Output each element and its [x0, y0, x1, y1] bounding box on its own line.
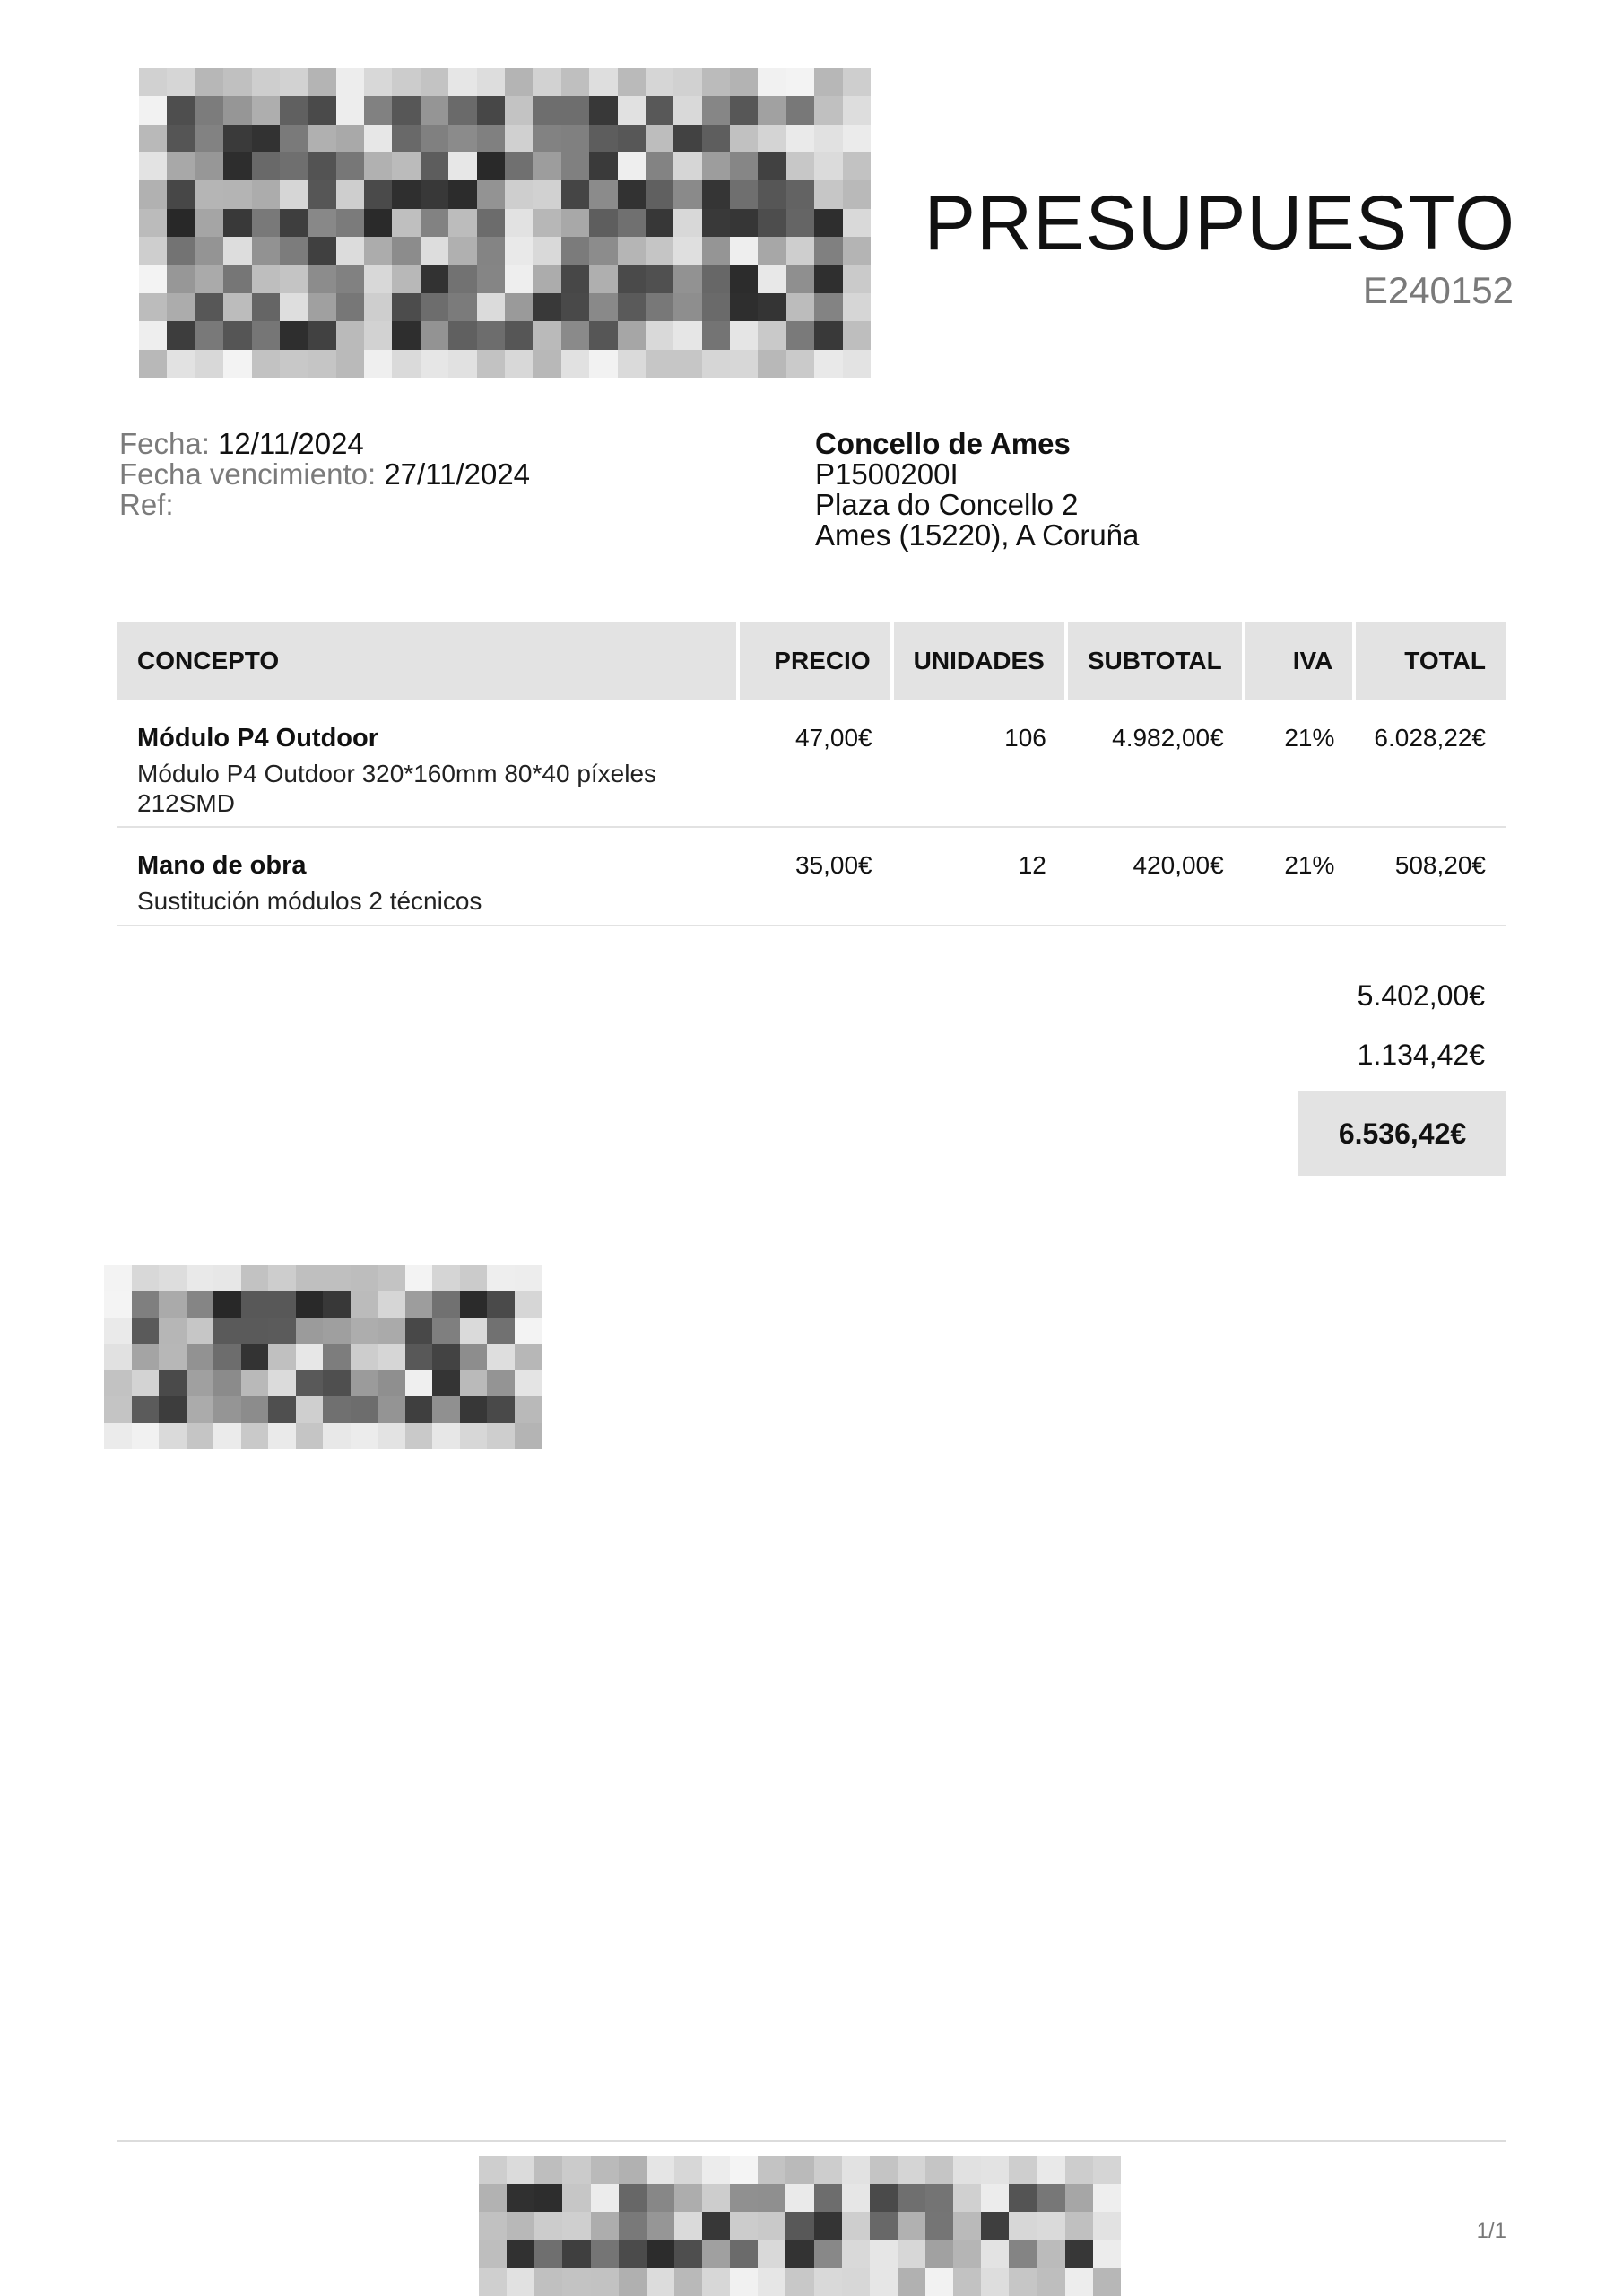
signature-stamp — [104, 1265, 542, 1449]
client-city: Ames (15220), A Coruña — [815, 518, 1140, 552]
document-meta — [119, 429, 530, 520]
meta-due-label: Fecha vencimiento: — [119, 457, 377, 491]
item-title: Mano de obra — [137, 851, 307, 880]
item-description: Módulo P4 Outdoor 320*160mm 80*40 píxeles 212SMD — [137, 760, 657, 817]
col-header-subtotal: SUBTOTAL — [1066, 622, 1244, 700]
col-header-tax: IVA — [1244, 622, 1355, 700]
table-row — [117, 827, 1506, 926]
cell-tax: 21% — [1244, 700, 1355, 827]
meta-date — [119, 429, 530, 459]
table-header-row — [117, 622, 1506, 700]
cell-concept — [117, 827, 738, 926]
meta-due-date — [119, 459, 530, 490]
document-number: E240152 — [1362, 269, 1514, 311]
company-logo — [139, 68, 871, 378]
cell-tax: 21% — [1244, 827, 1355, 926]
cell-total: 508,20€ — [1354, 827, 1506, 926]
footer-logo — [479, 2156, 1121, 2296]
cell-units: 106 — [892, 700, 1066, 827]
totals-tax: 1.134,42€ — [1357, 1039, 1485, 1071]
footer-divider — [117, 2140, 1506, 2142]
cell-price: 47,00€ — [738, 700, 892, 827]
col-header-total: TOTAL — [1354, 622, 1506, 700]
document-title: PRESUPUESTO — [924, 180, 1515, 266]
cell-subtotal: 4.982,00€ — [1066, 700, 1244, 827]
cell-concept — [117, 700, 738, 827]
meta-due-value: 27/11/2024 — [384, 457, 531, 491]
cell-units: 12 — [892, 827, 1066, 926]
cell-subtotal: 420,00€ — [1066, 827, 1244, 926]
meta-date-value: 12/11/2024 — [218, 427, 364, 460]
client-tax-id: P1500200I — [815, 457, 959, 491]
cell-total: 6.028,22€ — [1354, 700, 1506, 827]
grand-total — [1298, 1091, 1506, 1176]
col-header-units: UNIDADES — [892, 622, 1066, 700]
cell-price: 35,00€ — [738, 827, 892, 926]
items-table — [117, 622, 1506, 926]
client-block — [815, 429, 1139, 551]
client-name: Concello de Ames — [815, 427, 1071, 460]
page-number: 1/1 — [1476, 2219, 1506, 2243]
meta-ref-label: Ref: — [119, 488, 174, 521]
col-header-concept: CONCEPTO — [117, 622, 738, 700]
meta-date-label: Fecha: — [119, 427, 210, 460]
meta-ref — [119, 490, 530, 520]
totals-base: 5.402,00€ — [1357, 979, 1485, 1012]
item-title: Módulo P4 Outdoor — [137, 724, 379, 752]
table-row — [117, 700, 1506, 827]
col-header-price: PRECIO — [738, 622, 892, 700]
item-description: Sustitución módulos 2 técnicos — [137, 887, 482, 915]
grand-total-value: 6.536,42€ — [1338, 1117, 1467, 1150]
client-address: Plaza do Concello 2 — [815, 488, 1079, 521]
